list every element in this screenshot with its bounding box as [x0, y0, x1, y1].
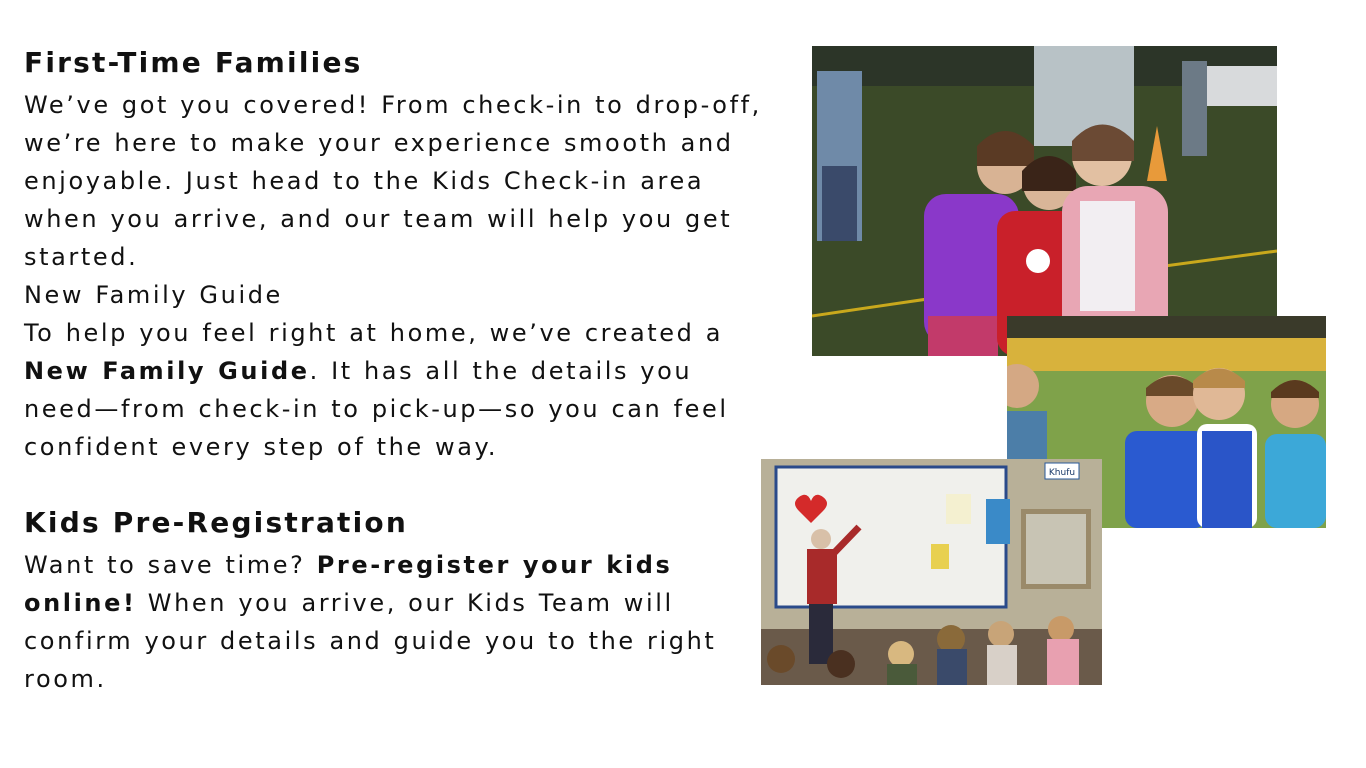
photo-classroom	[761, 459, 1102, 685]
pre-reg-text-after: When you arrive, our Kids Team will confirm your details and guide you to the right room.	[24, 589, 717, 693]
new-family-guide-text	[24, 314, 764, 466]
kids-pre-registration-text	[24, 546, 764, 698]
kids-pre-registration-heading: Kids Pre-Registration	[24, 506, 408, 539]
pre-register-link[interactable]: Pre-register your kids online!	[24, 551, 673, 617]
guide-text-before: To help you feel right at home, we’ve created a	[24, 319, 724, 347]
content-column	[24, 40, 764, 698]
photo-girls-outdoor-event	[812, 46, 1277, 356]
first-time-families-intro: We’ve got you covered! From check-in to drop-off, we’re here to make your experience smooth and enjoyable. Just head to the Kids Check-in area when you arrive, and our team will help you get started.	[24, 91, 762, 271]
first-time-families-heading: First-Time Families	[24, 46, 363, 79]
new-family-guide-link[interactable]: New Family Guide	[24, 357, 310, 385]
guide-text-after: . It has all the details you need—from check-in to pick-up—so you can feel confident every step of the way.	[24, 357, 729, 461]
new-family-guide-title: New Family Guide	[24, 281, 283, 309]
pre-reg-text-before: Want to save time?	[24, 551, 317, 579]
classroom-sign-text: Khufu	[1048, 468, 1076, 478]
